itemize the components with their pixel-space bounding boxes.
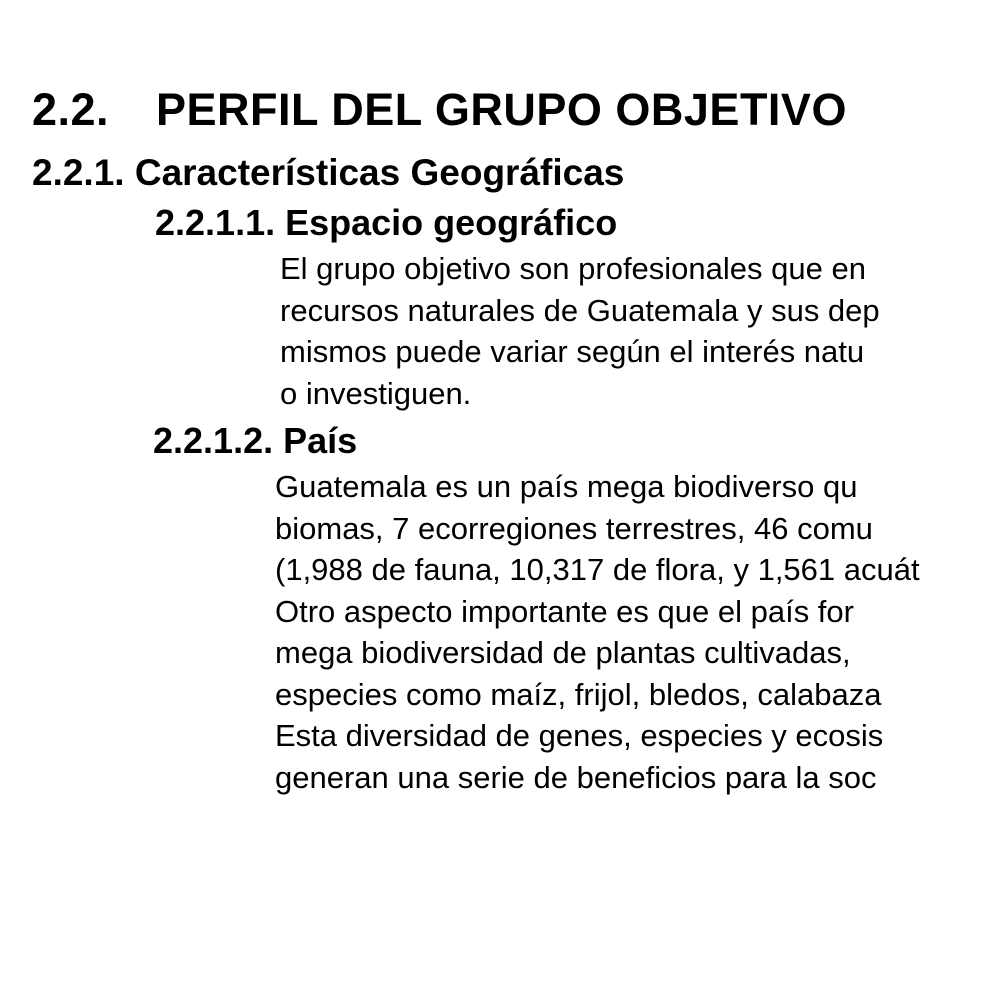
subsection-title: Características Geográficas: [134, 152, 625, 193]
section-heading: [32, 82, 847, 138]
paragraph-line: (1,988 de fauna, 10,317 de flora, y 1,561 acuát: [275, 552, 920, 587]
paragraph-line: mega biodiversidad de plantas cultivadas,: [275, 635, 851, 670]
section-number: 2.2.: [32, 84, 110, 135]
paragraph-line: mismos puede variar según el interés natu: [280, 334, 865, 369]
pais-heading: [153, 418, 357, 464]
espacio-geografico-heading: [155, 200, 617, 246]
paragraph-line: Guatemala es un país mega biodiverso qu: [275, 469, 858, 504]
paragraph-line: El grupo objetivo son profesionales que en: [280, 251, 866, 286]
paragraph-line: Esta diversidad de genes, especies y ecosis: [275, 718, 884, 753]
pais-paragraph: [275, 466, 920, 798]
espacio-title: Espacio geográfico: [285, 202, 618, 243]
subsection-number: 2.2.1.: [32, 152, 125, 193]
paragraph-line: o investiguen.: [280, 375, 472, 411]
paragraph-line: especies como maíz, frijol, bledos, calabaza: [275, 676, 882, 712]
pais-title: País: [283, 420, 358, 461]
paragraph-line: Otro aspecto importante es que el país for: [275, 593, 854, 629]
paragraph-line: recursos naturales de Guatemala y sus dep: [280, 292, 880, 328]
paragraph-line: generan una serie de beneficios para la soc: [275, 759, 877, 795]
espacio-geografico-paragraph: [280, 248, 880, 414]
espacio-number: 2.2.1.1.: [155, 202, 276, 243]
pais-number: 2.2.1.2.: [153, 420, 274, 461]
section-title: PERFIL DEL GRUPO OBJETIVO: [156, 84, 847, 135]
paragraph-line: biomas, 7 ecorregiones terrestres, 46 comu: [275, 510, 873, 546]
subsection-heading: [32, 150, 624, 196]
